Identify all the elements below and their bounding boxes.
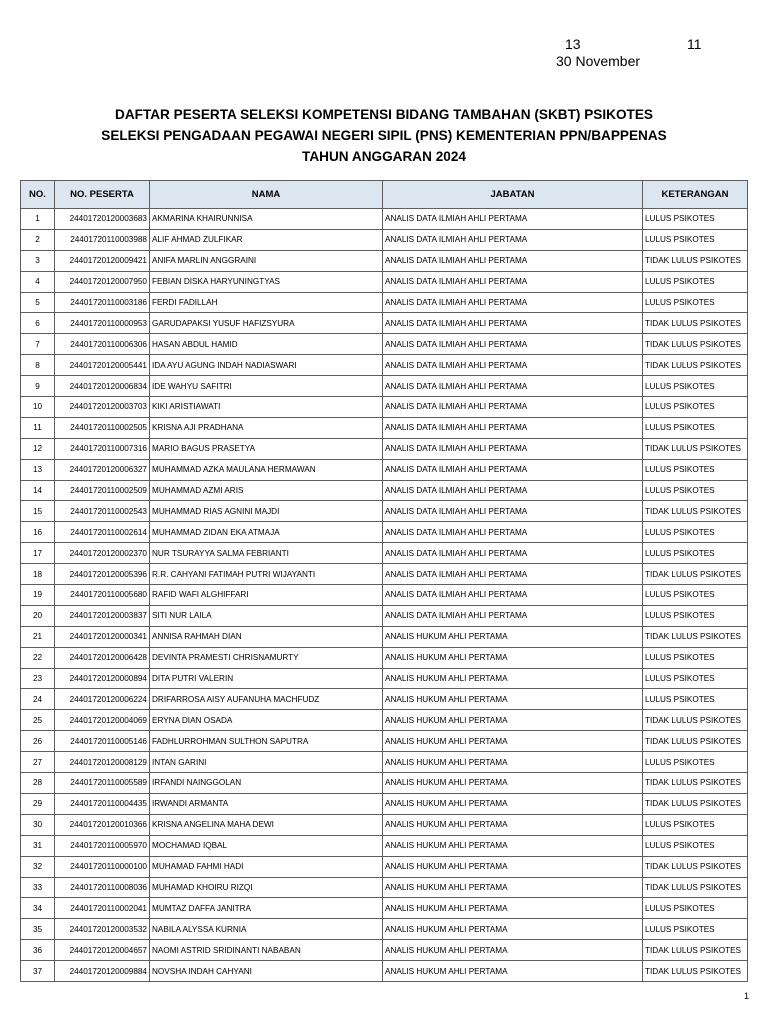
cell-no: 37 [21,961,55,982]
cell-no: 24 [21,689,55,710]
cell-nama: AKMARINA KHAIRUNNISA [150,209,383,230]
cell-nama: ANNISA RAHMAH DIAN [150,626,383,647]
cell-no: 5 [21,292,55,313]
cell-no-peserta: 24401720110005680 [55,585,150,606]
cell-no-peserta: 24401720110002041 [55,898,150,919]
cell-nama: NAOMI ASTRID SRIDINANTI NABABAN [150,940,383,961]
cell-jabatan: ANALIS DATA ILMIAH AHLI PERTAMA [383,250,643,271]
table-row [21,313,748,334]
header-number-11: 11 [687,36,702,52]
cell-jabatan: ANALIS HUKUM AHLI PERTAMA [383,835,643,856]
cell-keterangan: TIDAK LULUS PSIKOTES [643,731,748,752]
cell-no-peserta: 24401720110002509 [55,480,150,501]
cell-no-peserta: 24401720110006306 [55,334,150,355]
cell-jabatan: ANALIS DATA ILMIAH AHLI PERTAMA [383,459,643,480]
cell-keterangan: TIDAK LULUS PSIKOTES [643,334,748,355]
cell-no: 28 [21,773,55,794]
title-line-3: TAHUN ANGGARAN 2024 [302,149,466,164]
cell-jabatan: ANALIS DATA ILMIAH AHLI PERTAMA [383,397,643,418]
cell-no: 25 [21,710,55,731]
cell-no-peserta: 24401720120007950 [55,271,150,292]
cell-nama: MUMTAZ DAFFA JANITRA [150,898,383,919]
cell-no: 10 [21,397,55,418]
cell-no: 16 [21,522,55,543]
cell-keterangan: TIDAK LULUS PSIKOTES [643,438,748,459]
table-row [21,229,748,250]
cell-jabatan: ANALIS DATA ILMIAH AHLI PERTAMA [383,313,643,334]
cell-no: 27 [21,752,55,773]
document-title [0,104,768,167]
cell-no: 29 [21,793,55,814]
cell-nama: DITA PUTRI VALERIN [150,668,383,689]
cell-jabatan: ANALIS HUKUM AHLI PERTAMA [383,877,643,898]
cell-keterangan: TIDAK LULUS PSIKOTES [643,355,748,376]
cell-jabatan: ANALIS DATA ILMIAH AHLI PERTAMA [383,438,643,459]
cell-no-peserta: 24401720120006834 [55,376,150,397]
cell-nama: MUHAMMAD AZMI ARIS [150,480,383,501]
table-row [21,898,748,919]
cell-no-peserta: 24401720110000100 [55,856,150,877]
cell-jabatan: ANALIS HUKUM AHLI PERTAMA [383,814,643,835]
cell-no: 21 [21,626,55,647]
cell-keterangan: TIDAK LULUS PSIKOTES [643,961,748,982]
cell-nama: MOCHAMAD IQBAL [150,835,383,856]
cell-no: 2 [21,229,55,250]
cell-nama: DEVINTA PRAMESTI CHRISNAMURTY [150,647,383,668]
cell-nama: KRISNA AJI PRADHANA [150,417,383,438]
table-row [21,710,748,731]
cell-jabatan: ANALIS HUKUM AHLI PERTAMA [383,961,643,982]
cell-keterangan: LULUS PSIKOTES [643,668,748,689]
cell-keterangan: TIDAK LULUS PSIKOTES [643,250,748,271]
cell-jabatan: ANALIS HUKUM AHLI PERTAMA [383,647,643,668]
cell-jabatan: ANALIS DATA ILMIAH AHLI PERTAMA [383,271,643,292]
cell-keterangan: LULUS PSIKOTES [643,689,748,710]
cell-nama: FERDI FADILLAH [150,292,383,313]
cell-jabatan: ANALIS HUKUM AHLI PERTAMA [383,689,643,710]
cell-nama: MUHAMMAD ZIDAN EKA ATMAJA [150,522,383,543]
table-row [21,438,748,459]
cell-no-peserta: 24401720110005970 [55,835,150,856]
cell-jabatan: ANALIS DATA ILMIAH AHLI PERTAMA [383,417,643,438]
column-header-jabatan: JABATAN [383,181,643,209]
cell-keterangan: LULUS PSIKOTES [643,459,748,480]
table-row [21,961,748,982]
cell-keterangan: TIDAK LULUS PSIKOTES [643,564,748,585]
cell-keterangan: LULUS PSIKOTES [643,417,748,438]
cell-no-peserta: 24401720120003837 [55,605,150,626]
cell-no-peserta: 24401720120000894 [55,668,150,689]
table-row [21,752,748,773]
cell-keterangan: LULUS PSIKOTES [643,376,748,397]
table-row [21,271,748,292]
cell-keterangan: LULUS PSIKOTES [643,522,748,543]
cell-no-peserta: 24401720120003703 [55,397,150,418]
cell-no: 15 [21,501,55,522]
cell-no-peserta: 24401720110008036 [55,877,150,898]
cell-jabatan: ANALIS DATA ILMIAH AHLI PERTAMA [383,355,643,376]
cell-no-peserta: 24401720110005589 [55,773,150,794]
cell-keterangan: TIDAK LULUS PSIKOTES [643,856,748,877]
cell-nama: IDE WAHYU SAFITRI [150,376,383,397]
cell-jabatan: ANALIS DATA ILMIAH AHLI PERTAMA [383,209,643,230]
table-row [21,585,748,606]
cell-no-peserta: 24401720110002505 [55,417,150,438]
table-row [21,397,748,418]
cell-jabatan: ANALIS HUKUM AHLI PERTAMA [383,919,643,940]
cell-keterangan: TIDAK LULUS PSIKOTES [643,710,748,731]
page-number: 1 [744,991,750,1001]
cell-jabatan: ANALIS DATA ILMIAH AHLI PERTAMA [383,334,643,355]
table-row [21,334,748,355]
cell-no-peserta: 24401720120005441 [55,355,150,376]
participants-table [20,180,748,982]
cell-keterangan: TIDAK LULUS PSIKOTES [643,877,748,898]
cell-no: 4 [21,271,55,292]
table-row [21,919,748,940]
cell-nama: FEBIAN DISKA HARYUNINGTYAS [150,271,383,292]
table-row [21,877,748,898]
table-row [21,564,748,585]
cell-keterangan: TIDAK LULUS PSIKOTES [643,773,748,794]
cell-no-peserta: 24401720120009884 [55,961,150,982]
cell-nama: RAFID WAFI ALGHIFFARI [150,585,383,606]
cell-nama: NABILA ALYSSA KURNIA [150,919,383,940]
cell-keterangan: LULUS PSIKOTES [643,835,748,856]
cell-no-peserta: 24401720120004657 [55,940,150,961]
table-row [21,480,748,501]
cell-no: 22 [21,647,55,668]
cell-jabatan: ANALIS DATA ILMIAH AHLI PERTAMA [383,605,643,626]
cell-nama: GARUDAPAKSI YUSUF HAFIZSYURA [150,313,383,334]
cell-no-peserta: 24401720110002614 [55,522,150,543]
cell-no-peserta: 24401720120006327 [55,459,150,480]
column-header-no: NO. [21,181,55,209]
cell-jabatan: ANALIS DATA ILMIAH AHLI PERTAMA [383,501,643,522]
table-row [21,292,748,313]
cell-no-peserta: 24401720120000341 [55,626,150,647]
cell-no: 18 [21,564,55,585]
table-row [21,605,748,626]
cell-jabatan: ANALIS HUKUM AHLI PERTAMA [383,731,643,752]
table-row [21,209,748,230]
table-row [21,835,748,856]
table-row [21,668,748,689]
cell-jabatan: ANALIS HUKUM AHLI PERTAMA [383,626,643,647]
table-row [21,417,748,438]
table-row [21,773,748,794]
cell-jabatan: ANALIS HUKUM AHLI PERTAMA [383,752,643,773]
cell-nama: MUHAMAD FAHMI HADI [150,856,383,877]
cell-keterangan: LULUS PSIKOTES [643,919,748,940]
cell-no: 30 [21,814,55,835]
table-header-row [21,181,748,209]
cell-nama: NUR TSURAYYA SALMA FEBRIANTI [150,543,383,564]
cell-jabatan: ANALIS DATA ILMIAH AHLI PERTAMA [383,229,643,250]
cell-keterangan: TIDAK LULUS PSIKOTES [643,313,748,334]
cell-nama: MUHAMMAD AZKA MAULANA HERMAWAN [150,459,383,480]
cell-no: 32 [21,856,55,877]
cell-nama: FADHLURROHMAN SULTHON SAPUTRA [150,731,383,752]
cell-keterangan: LULUS PSIKOTES [643,752,748,773]
cell-nama: MUHAMAD KHOIRU RIZQI [150,877,383,898]
column-header-no-peserta: NO. PESERTA [55,181,150,209]
cell-no: 13 [21,459,55,480]
cell-no: 9 [21,376,55,397]
cell-jabatan: ANALIS DATA ILMIAH AHLI PERTAMA [383,522,643,543]
cell-no: 35 [21,919,55,940]
cell-no: 7 [21,334,55,355]
cell-keterangan: TIDAK LULUS PSIKOTES [643,793,748,814]
table-row [21,793,748,814]
cell-jabatan: ANALIS HUKUM AHLI PERTAMA [383,856,643,877]
cell-no-peserta: 24401720120006428 [55,647,150,668]
cell-no-peserta: 24401720120005396 [55,564,150,585]
cell-jabatan: ANALIS HUKUM AHLI PERTAMA [383,793,643,814]
table-row [21,543,748,564]
table-row [21,940,748,961]
header-date: 30 November [556,53,641,69]
cell-keterangan: LULUS PSIKOTES [643,814,748,835]
cell-keterangan: LULUS PSIKOTES [643,397,748,418]
cell-no: 26 [21,731,55,752]
cell-nama: ALIF AHMAD ZULFIKAR [150,229,383,250]
cell-keterangan: LULUS PSIKOTES [643,647,748,668]
cell-nama: NOVSHA INDAH CAHYANI [150,961,383,982]
cell-nama: IRWANDI ARMANTA [150,793,383,814]
column-header-nama: NAMA [150,181,383,209]
cell-no: 34 [21,898,55,919]
cell-no: 36 [21,940,55,961]
cell-keterangan: LULUS PSIKOTES [643,229,748,250]
cell-keterangan: LULUS PSIKOTES [643,271,748,292]
table-row [21,459,748,480]
cell-jabatan: ANALIS DATA ILMIAH AHLI PERTAMA [383,585,643,606]
cell-no: 31 [21,835,55,856]
column-header-keterangan: KETERANGAN [643,181,748,209]
cell-no: 19 [21,585,55,606]
cell-jabatan: ANALIS DATA ILMIAH AHLI PERTAMA [383,543,643,564]
cell-no-peserta: 24401720110005146 [55,731,150,752]
cell-nama: DRIFARROSA AISY AUFANUHA MACHFUDZ [150,689,383,710]
cell-nama: HASAN ABDUL HAMID [150,334,383,355]
cell-nama: ANIFA MARLIN ANGGRAINI [150,250,383,271]
cell-no-peserta: 24401720120003683 [55,209,150,230]
table-row [21,376,748,397]
cell-no: 23 [21,668,55,689]
title-line-2: SELEKSI PENGADAAN PEGAWAI NEGERI SIPIL (PNS) KEMENTERIAN PPN/BAPPENAS [101,128,667,143]
cell-keterangan: LULUS PSIKOTES [643,480,748,501]
cell-nama: ERYNA DIAN OSADA [150,710,383,731]
title-line-1: DAFTAR PESERTA SELEKSI KOMPETENSI BIDANG TAMBAHAN (SKBT) PSIKOTES [115,107,653,122]
cell-nama: KRISNA ANGELINA MAHA DEWI [150,814,383,835]
cell-keterangan: TIDAK LULUS PSIKOTES [643,940,748,961]
cell-no: 17 [21,543,55,564]
cell-jabatan: ANALIS HUKUM AHLI PERTAMA [383,710,643,731]
cell-jabatan: ANALIS DATA ILMIAH AHLI PERTAMA [383,292,643,313]
table-row [21,689,748,710]
cell-no-peserta: 24401720120009421 [55,250,150,271]
table-row [21,731,748,752]
table-row [21,647,748,668]
cell-jabatan: ANALIS DATA ILMIAH AHLI PERTAMA [383,480,643,501]
cell-nama: MARIO BAGUS PRASETYA [150,438,383,459]
cell-no-peserta: 24401720120002370 [55,543,150,564]
cell-keterangan: LULUS PSIKOTES [643,292,748,313]
cell-keterangan: LULUS PSIKOTES [643,585,748,606]
cell-jabatan: ANALIS DATA ILMIAH AHLI PERTAMA [383,564,643,585]
cell-no-peserta: 24401720110000953 [55,313,150,334]
cell-no: 11 [21,417,55,438]
table-row [21,355,748,376]
table-row [21,856,748,877]
table-row [21,626,748,647]
cell-no-peserta: 24401720110004435 [55,793,150,814]
cell-keterangan: LULUS PSIKOTES [643,209,748,230]
cell-keterangan: LULUS PSIKOTES [643,898,748,919]
cell-no: 1 [21,209,55,230]
cell-no: 8 [21,355,55,376]
cell-no: 14 [21,480,55,501]
cell-no: 20 [21,605,55,626]
cell-jabatan: ANALIS HUKUM AHLI PERTAMA [383,773,643,794]
cell-jabatan: ANALIS HUKUM AHLI PERTAMA [383,668,643,689]
cell-nama: INTAN GARINI [150,752,383,773]
cell-nama: IRFANDI NAINGGOLAN [150,773,383,794]
cell-nama: R.R. CAHYANI FATIMAH PUTRI WIJAYANTI [150,564,383,585]
table-row [21,501,748,522]
cell-keterangan: LULUS PSIKOTES [643,605,748,626]
cell-no-peserta: 24401720110003988 [55,229,150,250]
cell-no: 3 [21,250,55,271]
table-row [21,814,748,835]
cell-no-peserta: 24401720110003186 [55,292,150,313]
cell-keterangan: LULUS PSIKOTES [643,543,748,564]
cell-keterangan: TIDAK LULUS PSIKOTES [643,626,748,647]
cell-keterangan: TIDAK LULUS PSIKOTES [643,501,748,522]
cell-jabatan: ANALIS HUKUM AHLI PERTAMA [383,940,643,961]
cell-no: 12 [21,438,55,459]
table-row [21,522,748,543]
header-number-13: 13 [565,36,581,52]
cell-no-peserta: 24401720120008129 [55,752,150,773]
table-row [21,250,748,271]
cell-nama: MUHAMMAD RIAS AGNINI MAJDI [150,501,383,522]
cell-nama: SITI NUR LAILA [150,605,383,626]
cell-no-peserta: 24401720110002543 [55,501,150,522]
cell-no-peserta: 24401720110007316 [55,438,150,459]
cell-no-peserta: 24401720120003532 [55,919,150,940]
cell-no-peserta: 24401720120006224 [55,689,150,710]
cell-nama: KIKI ARISTIAWATI [150,397,383,418]
table-body [21,209,748,982]
cell-no: 6 [21,313,55,334]
cell-no-peserta: 24401720120004069 [55,710,150,731]
cell-no: 33 [21,877,55,898]
cell-jabatan: ANALIS HUKUM AHLI PERTAMA [383,898,643,919]
cell-no-peserta: 24401720120010366 [55,814,150,835]
cell-jabatan: ANALIS DATA ILMIAH AHLI PERTAMA [383,376,643,397]
cell-nama: IDA AYU AGUNG INDAH NADIASWARI [150,355,383,376]
